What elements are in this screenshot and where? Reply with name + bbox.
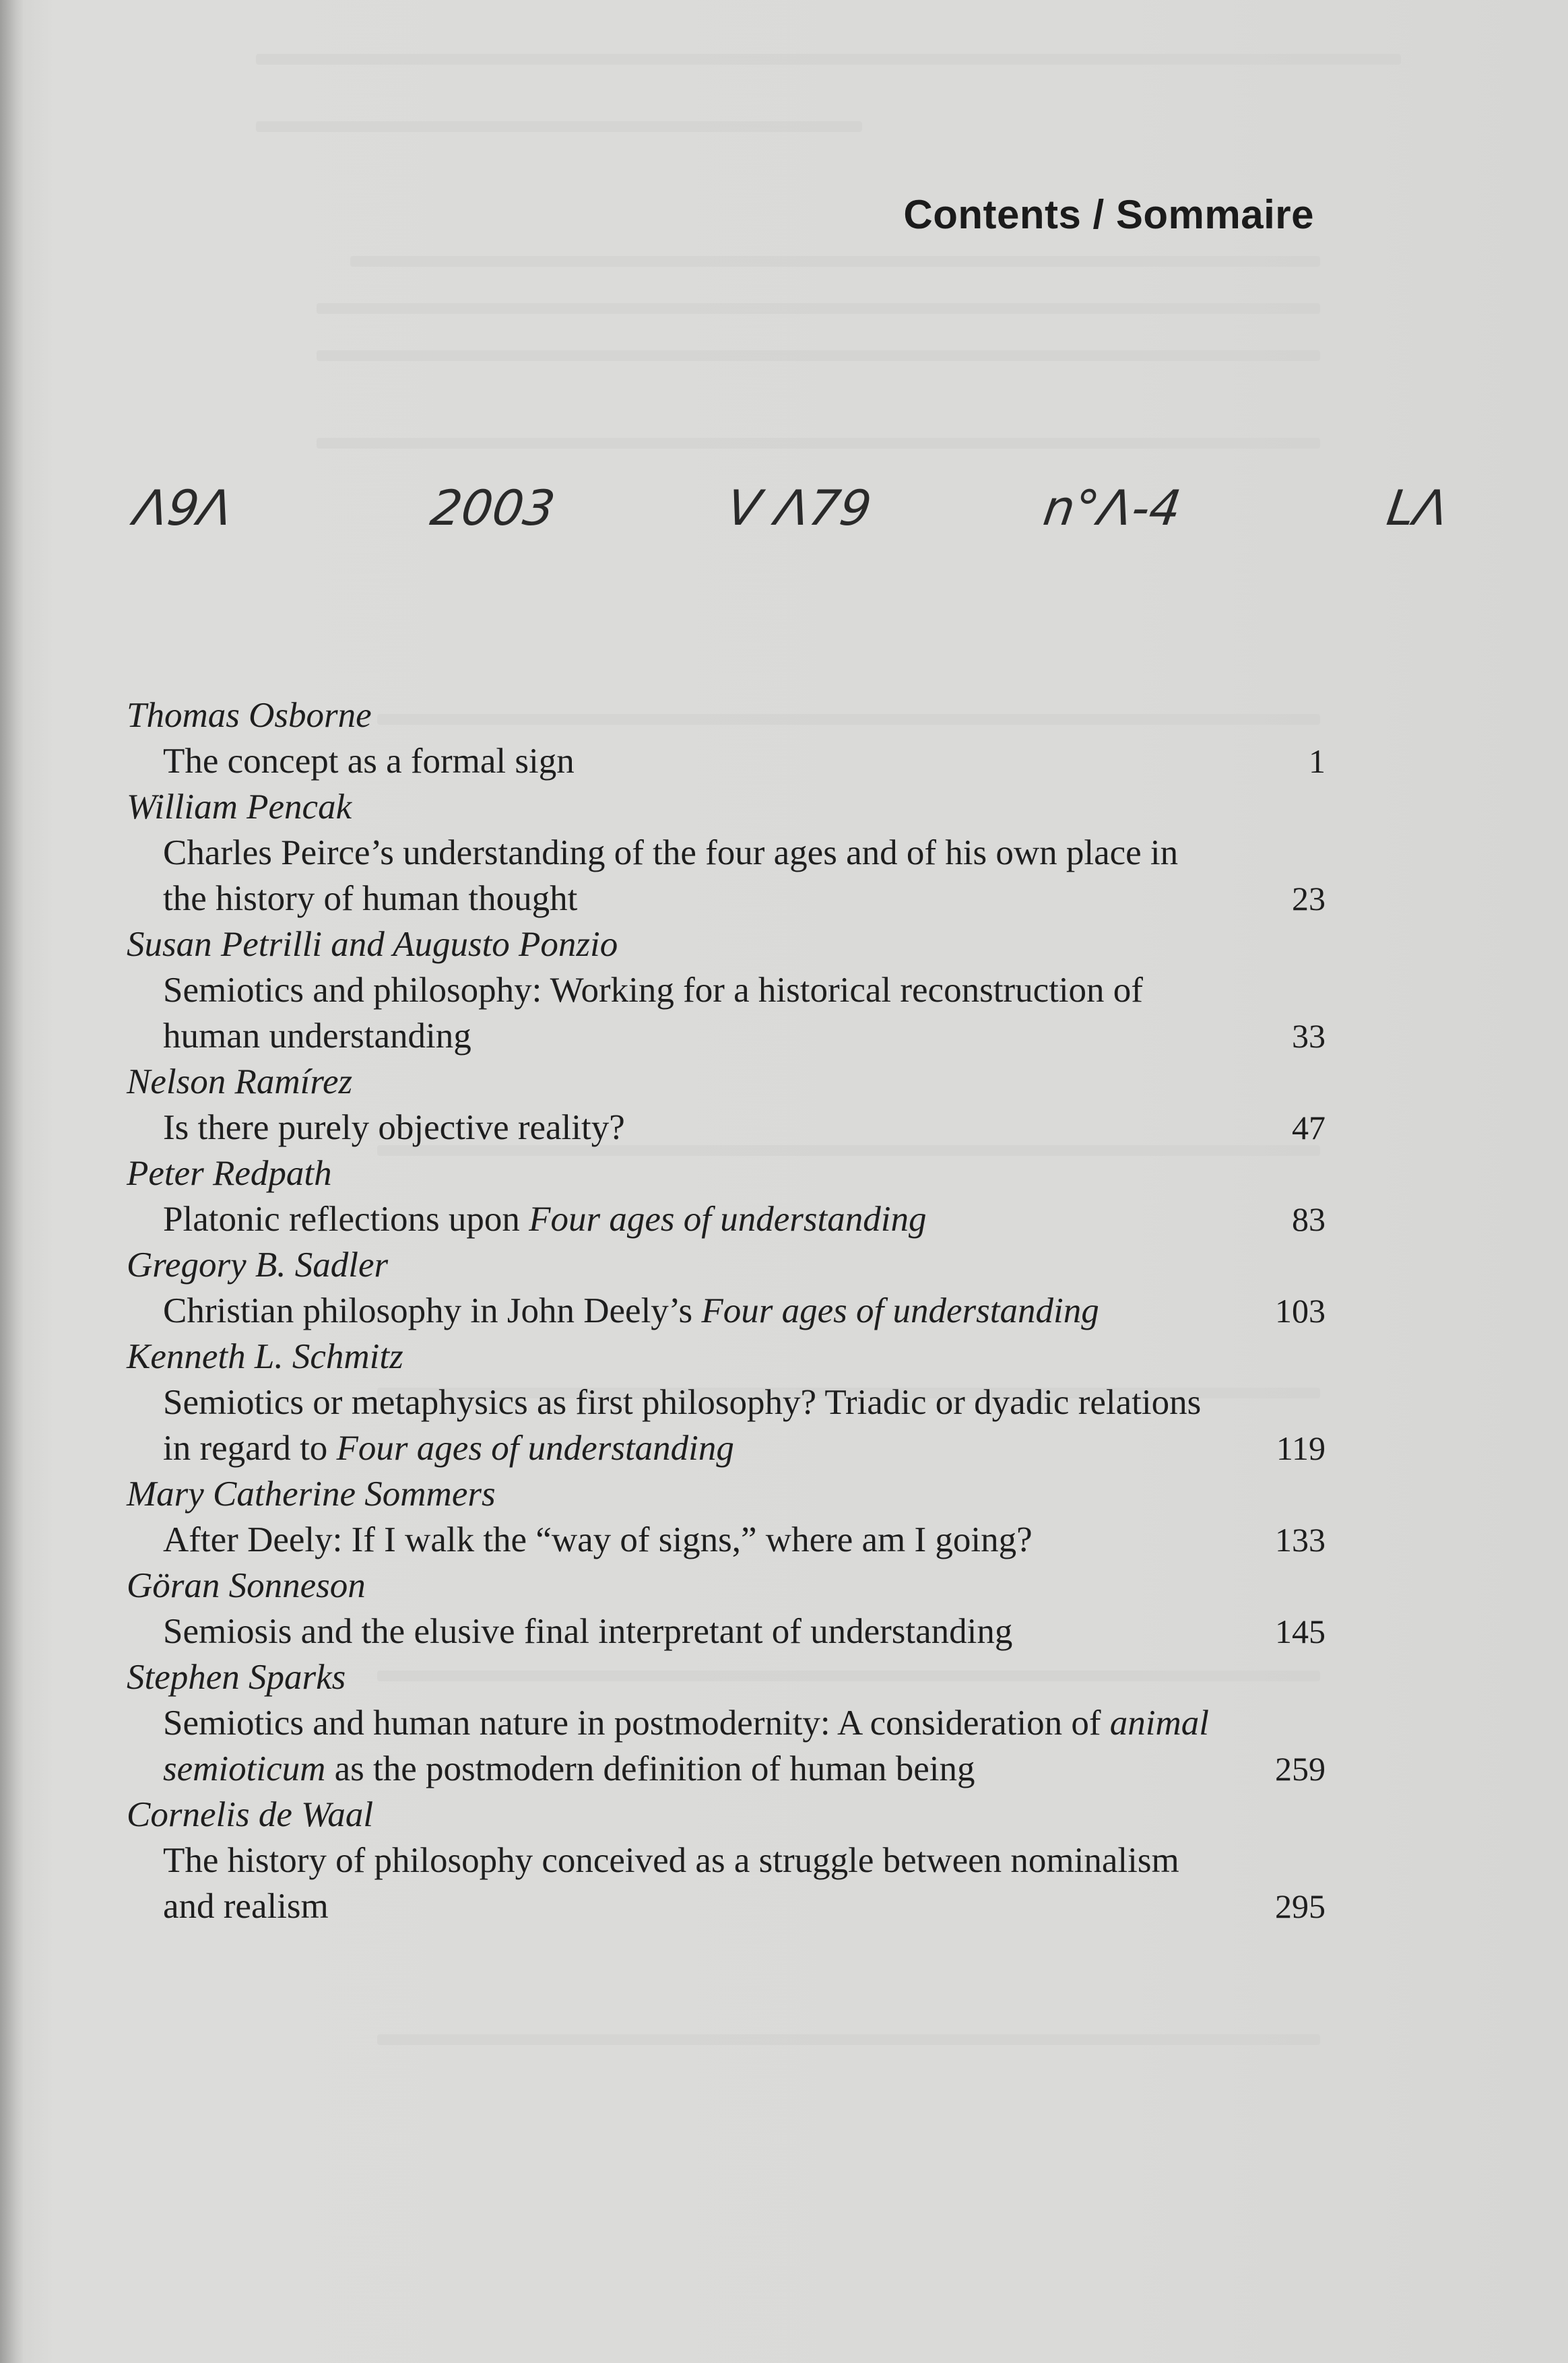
bleed-through-line [377,2034,1320,2045]
toc-title-row [127,1196,1326,1242]
toc-entry [127,1792,1326,1929]
toc-title-part: Is there purely objective reality? [163,1108,625,1147]
page-binding-edge [0,0,23,2363]
toc-title-part: Semiotics or metaphysics as first philosophy? Triadic or dyadic relations in regard to [163,1383,1202,1468]
toc-page-number: 103 [1275,1292,1326,1330]
handwritten-mark: n°Λ-4 [1040,480,1185,536]
toc-title-part: Charles Peirce’s understanding of the four ages and of his own place in the history of human thought [163,833,1179,918]
toc-title-italic-part: Four ages of understanding [529,1200,927,1239]
toc-title-row [127,738,1326,784]
handwritten-mark: V Λ79 [723,480,875,536]
handwritten-mark: 2003 [427,480,559,536]
toc-entry [127,1334,1326,1471]
toc-page-number: 259 [1275,1750,1326,1788]
toc-title-row [127,1700,1326,1792]
toc-title-part: as the postmodern definition of human being [325,1749,975,1788]
toc-page-number: 119 [1276,1429,1326,1467]
toc-title-italic-part: animal semioticum [163,1704,1209,1788]
bleed-through-line [256,121,862,132]
toc-title [163,1700,1214,1792]
toc-entry [127,692,1326,784]
toc-entry [127,1242,1326,1334]
toc-page-number: 1 [1309,742,1326,780]
toc-page-number: 23 [1292,880,1326,917]
toc-title [163,1196,1214,1242]
toc-title-row [127,1380,1326,1471]
toc-entry [127,1151,1326,1242]
toc-author: Peter Redpath [127,1154,332,1193]
toc-title [163,830,1214,921]
toc-title [163,1288,1214,1334]
toc-title [163,1380,1214,1471]
toc-entry [127,1059,1326,1151]
toc-author: Susan Petrilli and Augusto Ponzio [127,925,618,964]
toc-title [163,1609,1214,1654]
toc-page-number: 83 [1292,1200,1326,1238]
toc-title-part: The concept as a formal sign [163,742,575,781]
toc-title-row [127,1105,1326,1151]
toc-title [163,967,1214,1059]
toc-page-number: 145 [1275,1613,1326,1650]
toc-title-row [127,1288,1326,1334]
handwritten-mark: LΛ [1383,480,1452,536]
toc-title-part: Semiotics and human nature in postmodernity: A consideration of [163,1704,1110,1743]
toc-entry [127,784,1326,921]
toc-title-part: Semiotics and philosophy: Working for a historical reconstruction of human understanding [163,971,1143,1056]
bleed-through-line [317,350,1320,361]
toc-title-italic-part: Four ages of understanding [336,1429,734,1468]
toc-author: Cornelis de Waal [127,1795,374,1834]
toc-author: William Pencak [127,787,352,827]
toc-title-part: After Deely: If I walk the “way of signs,” where am I going? [163,1520,1033,1559]
toc-title-italic-part: Four ages of understanding [701,1291,1099,1330]
toc-title-part: Platonic reflections upon [163,1200,529,1239]
toc-entry [127,1654,1326,1792]
toc-entry [127,1471,1326,1563]
toc-title [163,1105,1214,1151]
page-title: Contents / Sommaire [903,192,1314,237]
toc-title [163,1517,1214,1563]
toc-page-number: 295 [1275,1887,1326,1925]
toc-page-number: 47 [1292,1109,1326,1146]
bleed-through-line [317,303,1320,314]
handwritten-catalog-marks [0,480,1568,554]
toc-author: Gregory B. Sadler [127,1245,389,1285]
toc-title-row [127,1517,1326,1563]
table-of-contents [127,692,1326,1929]
handwritten-mark: Λ9Λ [131,480,236,536]
bleed-through-line [350,256,1320,267]
toc-author: Thomas Osborne [127,696,372,735]
toc-author: Göran Sonneson [127,1566,366,1605]
toc-title-part: Christian philosophy in John Deely’s [163,1291,702,1330]
bleed-through-line [256,54,1401,65]
toc-title-row [127,1609,1326,1654]
toc-entry [127,1563,1326,1654]
toc-title-row [127,830,1326,921]
toc-author: Mary Catherine Sommers [127,1475,496,1514]
toc-page-number: 33 [1292,1017,1326,1055]
bleed-through-line [317,438,1320,449]
toc-title-row [127,1838,1326,1929]
toc-author: Kenneth L. Schmitz [127,1337,403,1376]
toc-entry [127,921,1326,1059]
toc-title-row [127,967,1326,1059]
toc-title [163,1838,1214,1929]
toc-page-number: 133 [1275,1521,1326,1559]
toc-title [163,738,1214,784]
toc-title-part: Semiosis and the elusive final interpretant of understanding [163,1612,1013,1651]
toc-author: Nelson Ramírez [127,1062,353,1101]
toc-title-part: The history of philosophy conceived as a struggle between nominalism and realism [163,1841,1179,1926]
toc-author: Stephen Sparks [127,1658,346,1697]
